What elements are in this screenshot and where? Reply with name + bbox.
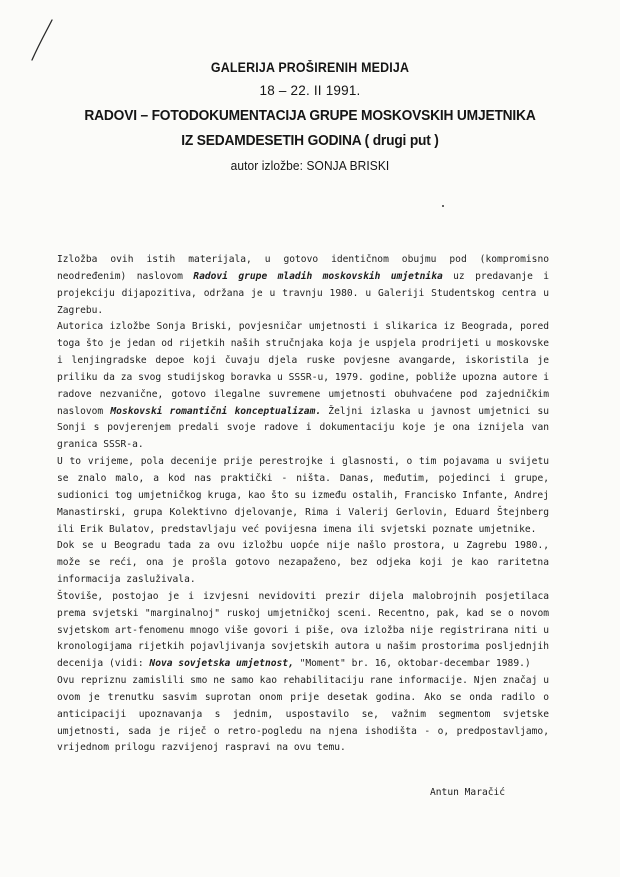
stray-mark [442,205,444,207]
paragraph-2-text-b: Željni izlaska u javnost umjetnici su Sonji s povjerenjem predali svoje radove i dokumentaciju koje je ona iznijela van granica SSSR-a. [57,405,549,451]
pen-stroke-mark [30,18,54,62]
paragraph-4: Dok se u Beogradu tada za ovu izložbu uopće nije našlo prostora, u Zagrebu 1980., može se reći, ona je prošla gotovo nezapaženo, bez odjeka koji je kao raritetna informacija zasluživala. [57,540,549,586]
paragraph-5-text-a: Štoviše, postojao je i izvjesni nevidoviti prezir dijela malobrojnih posjetilaca prema svjetski "marginalnoj" ruskoj umjetničkoj sceni. Recentno, pak, kad se o novom svjetskom art-fenomenu mnogo više govori i piše, ova izložba nije registrirana niti u kronologijama rijetkih pojavljivanja sovjetskih autora u našim prostorima posljednjih decenija (vidi: [57,590,549,670]
paragraph-1 [57,252,549,319]
paragraph-1-text-b: uz predavanje i projekciju dijapozitiva, održana je u travnju 1980. u Galeriji Studentskog centra u Zagrebu. [57,270,549,316]
paragraph-1-text-a: Izložba ovih istih materijala, u gotovo identičnom obujmu pod (kompromisno neodređenim) naslovom [57,254,549,282]
paragraph-1-italic-title: Radovi grupe mladih moskovskih umjetnika [193,270,443,282]
paragraph-2 [57,319,549,454]
paragraph-5 [57,589,549,673]
paragraph-5-italic-title: Nova sovjetska umjetnost, [149,658,294,670]
exhibition-author: autor izložbe: SONJA BRISKI [230,158,390,173]
body-text [57,252,549,757]
paragraph-5-text-b: "Moment" br. 16, oktobar-decembar 1989.) [293,658,531,670]
paragraph-3: U to vrijeme, pola decenije prije perestrojke i glasnosti, o tim pojavama u svijetu se znalo malo, a kod nas praktički - ništa. Danas, međutim, pojedinci i grupe, sudionici tog umjetničkog kruga, kao što su između ostalih, Francisko Infante, Andrej Manastirski, grupa Kolektivno djelovanje, Rima i Valerij Gerlovin, Eduard Štejnberg ili Erik Bulatov, predstavljaju već povijesna imena ili svjetski poznate umjetnike. [57,456,549,535]
paragraph-6: Ovu repriznu zamislili smo ne samo kao rehabilitaciju rane informacije. Njen značaj u ovom je trenutku sasvim suprotan onom prije desetak godina. Ako se onda radilo o anticipaciji upoznavanja s jednim, uspostavilo se, važnim segmentom svjetske umjetnosti, sada je riječ o retro-pogledu na njena ishodišta - o, predpostavljamo, vrijednom prilogu razvijenoj raspravi na ovu temu. [57,675,549,754]
signature: Antun Maračić [430,787,506,798]
paragraph-2-italic-title: Moskovski romantični konceptualizam. [110,405,322,417]
exhibition-dates: 18 – 22. II 1991. [259,83,361,98]
exhibition-title-line-2: IZ SEDAMDESETIH GODINA ( drugi put ) [181,133,439,149]
gallery-name: GALERIJA PROŠIRENIH MEDIJA [210,60,410,75]
paragraph-2-text-a: Autorica izložbe Sonja Briski, povjesničar umjetnosti i slikarica iz Beograda, pored toga što je jedan od rijetkih naših stručnjaka koja je uspjela prodrijeti u moskovske i lenjingradske depoe koji čuvaju djela ruske povjesne avangarde, iskoristila je priliku da za svog studijskog boravka u SSSR-u, 1979. godine, pobliže upozna autore i radove nezvanične, gotovo ilegalne suvremene umjetnosti obuhvaćene pod zajedničkim naslovom [57,321,549,417]
exhibition-title-line-1: RADOVI – FOTODOKUMENTACIJA GRUPE MOSKOVSKIH UMJETNIKA [84,108,536,124]
